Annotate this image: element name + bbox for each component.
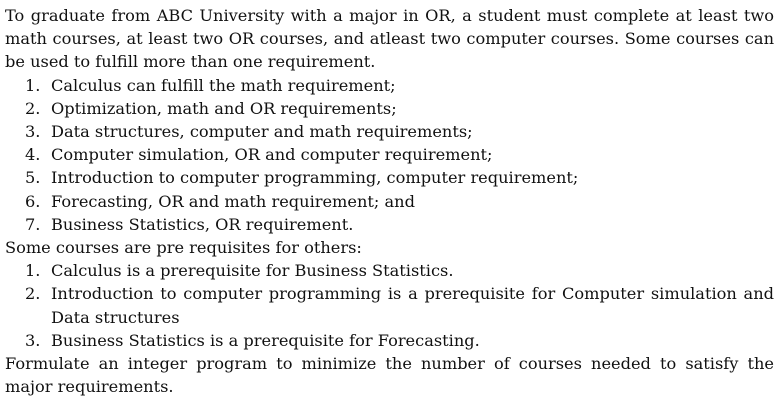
item-text: Optimization, math and OR requirements; (51, 98, 397, 118)
item-text: Calculus can fulfill the math requirement; (51, 75, 396, 95)
closing-paragraph: Formulate an integer program to minimize the number of courses needed to satisfy the major requirements. (5, 354, 774, 397)
item-text: Introduction to computer programming is a prerequisite for Computer simulation and Data structures (51, 284, 774, 327)
item-number: 3. (25, 330, 41, 350)
list-item (5, 213, 774, 236)
item-text: Business Statistics, OR requirement. (51, 214, 354, 234)
item-number: 5. (25, 168, 41, 188)
item-number: 6. (25, 191, 41, 211)
list-item (5, 143, 774, 166)
list-item (5, 97, 774, 120)
list-item (5, 74, 774, 97)
list-item (5, 282, 774, 328)
list-item (5, 329, 774, 352)
list-item (5, 259, 774, 282)
item-number: 7. (25, 214, 41, 234)
list-item (5, 166, 774, 189)
item-text: Computer simulation, OR and computer requirement; (51, 145, 493, 165)
item-number: 2. (25, 98, 41, 118)
item-text: Calculus is a prerequisite for Business Statistics. (51, 261, 454, 281)
intro-paragraph: To graduate from ABC University with a major in OR, a student must complete at least two math courses, at least two OR courses, and atleast two computer courses. Some courses can be used to fulfill more than one requirement. (5, 6, 774, 72)
requirements-list (5, 74, 774, 236)
list-item (5, 190, 774, 213)
item-number: 3. (25, 122, 41, 142)
list-item (5, 120, 774, 143)
item-number: 4. (25, 145, 41, 165)
item-number: 1. (25, 75, 41, 95)
item-text: Business Statistics is a prerequisite for Forecasting. (51, 330, 480, 350)
item-text: Introduction to computer programming, computer requirement; (51, 168, 579, 188)
item-number: 2. (25, 284, 41, 304)
item-text: Data structures, computer and math requirements; (51, 122, 473, 142)
item-number: 1. (25, 261, 41, 281)
prerequisites-list (5, 259, 774, 352)
prerequisites-intro: Some courses are pre requisites for others: (5, 238, 362, 258)
item-text: Forecasting, OR and math requirement; and (51, 191, 415, 211)
